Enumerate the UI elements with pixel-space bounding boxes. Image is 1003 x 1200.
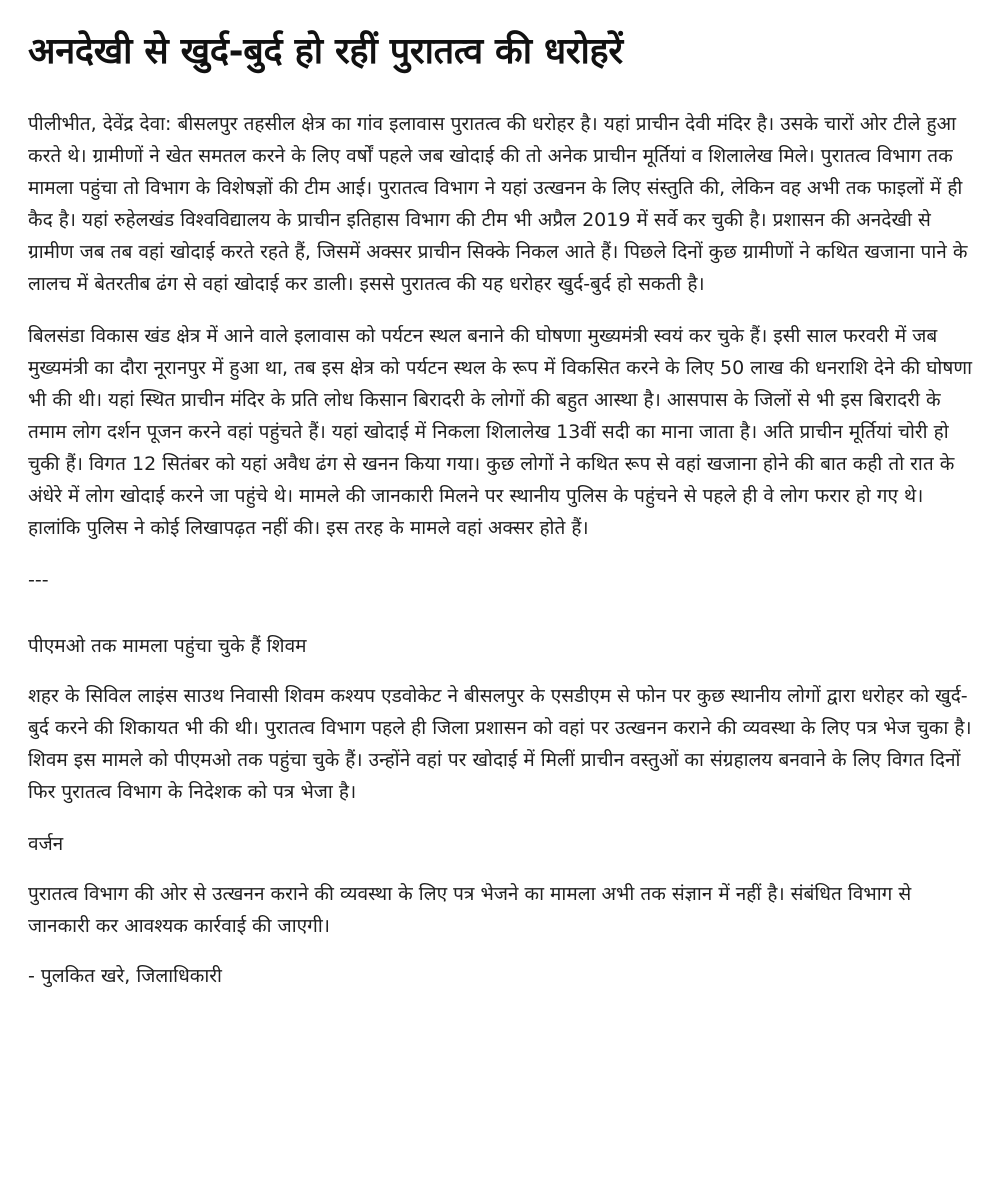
article-paragraph-2: बिलसंडा विकास खंड क्षेत्र में आने वाले इलावास को पर्यटन स्थल बनाने की घोषणा मुख्यमंत्री स्वयं कर चुके हैं। इसी साल फरवरी में जब मुख्यमंत्री का दौरा नूरानपुर में हुआ था, तब इस क्षेत्र को पर्यटन स्थल के रूप में विकसित करने के लिए 50 लाख की धनराशि देने की घोषणा भी की थी। यहां स्थित प्राचीन मंदिर के प्रति लोध किसान बिरादरी के लोगों की बहुत आस्था है। आसपास के जिलों से भी इस बिरादरी के तमाम लोग दर्शन पूजन करने वहां पहुंचते हैं। यहां खोदाई में निकला शिलालेख 13वीं सदी का माना जाता है। अति प्राचीन मूर्तियां चोरी हो चुकी हैं। विगत 12 सितंबर को यहां अवैध ढंग से खनन किया गया। कुछ लोगों ने कथित रूप से वहां खजाना होने की बात कही तो रात के अंधेरे में लोग खोदाई करने जा पहुंचे थे। मामले की जानकारी मिलने पर स्थानीय पुलिस के पहुंचने से पहले ही वे लोग फरार हो गए थे। हालांकि पुलिस ने कोई लिखापढ़त नहीं की। इस तरह के मामले वहां अक्सर होते हैं। xyxy=(28,325,972,539)
official-attribution: - पुलकित खरे, जिलाधिकारी xyxy=(28,965,222,987)
article-headline: अनदेखी से खुर्द-बुर्द हो रहीं पुरातत्व की धरोहरें xyxy=(28,31,623,72)
section-separator: --- xyxy=(28,569,49,591)
article-paragraph-1: पीलीभीत, देवेंद्र देवा: बीसलपुर तहसील क्षेत्र का गांव इलावास पुरातत्व की धरोहर है। यहां प्राचीन देवी मंदिर है। उसके चारों ओर टीले हुआ करते थे। ग्रामीणों ने खेत समतल करने के लिए वर्षों पहले जब खोदाई की तो अनेक प्राचीन मूर्तियां व शिलालेख मिले। पुरातत्व विभाग तक मामला पहुंचा तो विभाग के विशेषज्ञों की टीम आई। पुरातत्व विभाग ने यहां उत्खनन के लिए संस्तुति की, लेकिन वह अभी तक फाइलों में ही कैद है। यहां रुहेलखंड विश्वविद्यालय के प्राचीन इतिहास विभाग की टीम भी अप्रैल 2019 में सर्वे कर चुकी है। प्रशासन की अनदेखी से ग्रामीण जब तब वहां खोदाई करते रहते हैं, जिसमें अक्सर प्राचीन सिक्के निकल आते हैं। पिछले दिनों कुछ ग्रामीणों ने कथित खजाना पाने के लालच में बेतरतीब ढंग से वहां खोदाई कर डाली। इससे पुरातत्व की यह धरोहर खुर्द-बुर्द हो सकती है। xyxy=(28,113,968,295)
article-paragraph-3: शहर के सिविल लाइंस साउथ निवासी शिवम कश्यप एडवोकेट ने बीसलपुर के एसडीएम से फोन पर कुछ स्थानीय लोगों द्वारा धरोहर को खुर्द-बुर्द करने की शिकायत भी की थी। पुरातत्व विभाग पहले ही जिला प्रशासन को वहां पर उत्खनन कराने की व्यवस्था के लिए पत्र भेज चुका है। शिवम इस मामले को पीएमओ तक पहुंचा चुके हैं। उन्होंने वहां पर खोदाई में मिलीं प्राचीन वस्तुओं का संग्रहालय बनवाने के लिए विगत दिनों फिर पुरातत्व विभाग के निदेशक को पत्र भेजा है। xyxy=(28,685,972,803)
section-subheading-pmo: पीएमओ तक मामला पहुंचा चुके हैं शिवम xyxy=(28,635,307,657)
article-paragraph-4: पुरातत्व विभाग की ओर से उत्खनन कराने की व्यवस्था के लिए पत्र भेजने का मामला अभी तक संज्ञान में नहीं है। संबंधित विभाग से जानकारी कर आवश्यक कार्रवाई की जाएगी। xyxy=(28,883,912,937)
section-subheading-version: वर्जन xyxy=(28,833,64,855)
